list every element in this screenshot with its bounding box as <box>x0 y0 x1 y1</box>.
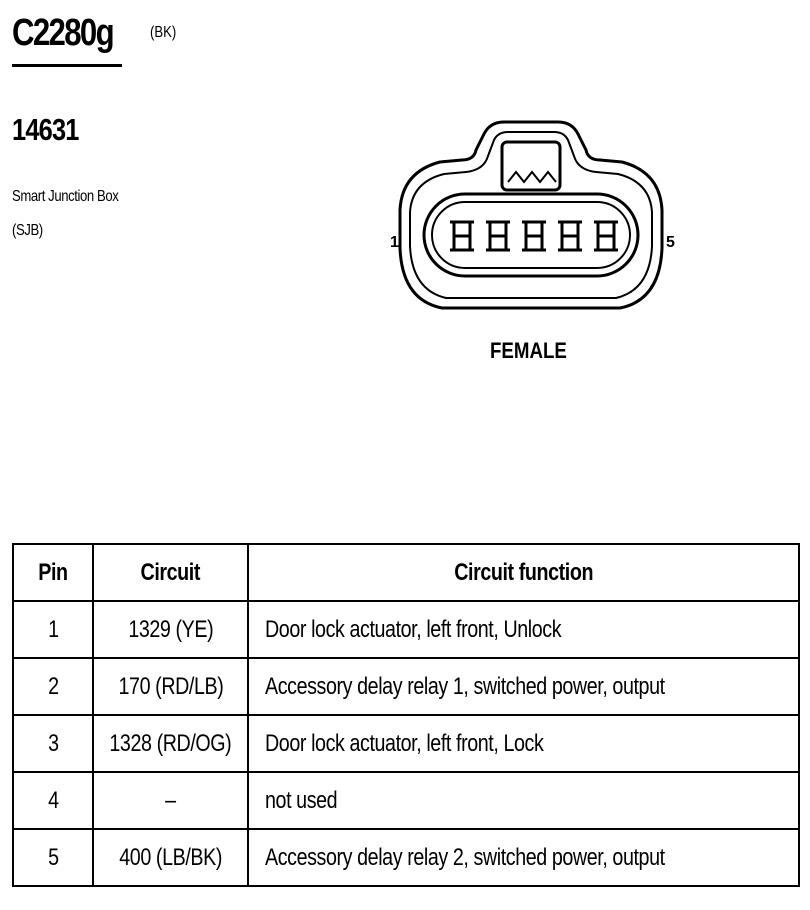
table-row <box>13 715 799 772</box>
function-cell: Accessory delay relay 1, switched power, output <box>248 658 799 715</box>
terminal-2 <box>486 222 510 250</box>
component-abbrev: (SJB) <box>12 222 43 239</box>
function-cell: not used <box>248 772 799 829</box>
connector-latch-teeth <box>508 172 556 182</box>
table-row <box>13 601 799 658</box>
table-header-row <box>13 544 799 601</box>
part-number: 14631 <box>12 112 79 147</box>
pinout-table <box>12 543 800 887</box>
circuit-cell: – <box>93 772 248 829</box>
connector-latch <box>502 142 560 190</box>
header-circuit: Circuit <box>93 544 248 601</box>
header-circuit-function: Circuit function <box>248 544 799 601</box>
terminal-4 <box>558 222 582 250</box>
pin-cell: 3 <box>13 715 93 772</box>
circuit-cell: 1329 (YE) <box>93 601 248 658</box>
pin-cell: 5 <box>13 829 93 886</box>
pin-1-label: 1 <box>390 234 399 251</box>
pin-cell: 4 <box>13 772 93 829</box>
table-row <box>13 829 799 886</box>
function-cell: Door lock actuator, left front, Lock <box>248 715 799 772</box>
component-name: Smart Junction Box <box>12 188 119 205</box>
connector-id-underline <box>12 64 122 67</box>
connector-id: C2280g <box>12 12 114 54</box>
pin-5-label: 5 <box>666 234 675 251</box>
pin-cell: 1 <box>13 601 93 658</box>
terminal-1 <box>450 222 474 250</box>
function-cell: Door lock actuator, left front, Unlock <box>248 601 799 658</box>
table-row <box>13 658 799 715</box>
circuit-cell: 1328 (RD/OG) <box>93 715 248 772</box>
function-cell: Accessory delay relay 2, switched power, output <box>248 829 799 886</box>
circuit-cell: 170 (RD/LB) <box>93 658 248 715</box>
pin-cell: 2 <box>13 658 93 715</box>
circuit-cell: 400 (LB/BK) <box>93 829 248 886</box>
connector-gender-label: FEMALE <box>490 338 567 363</box>
terminal-5 <box>594 222 618 250</box>
terminal-3 <box>522 222 546 250</box>
table-row <box>13 772 799 829</box>
header-pin: Pin <box>13 544 93 601</box>
color-code: (BK) <box>150 24 177 41</box>
